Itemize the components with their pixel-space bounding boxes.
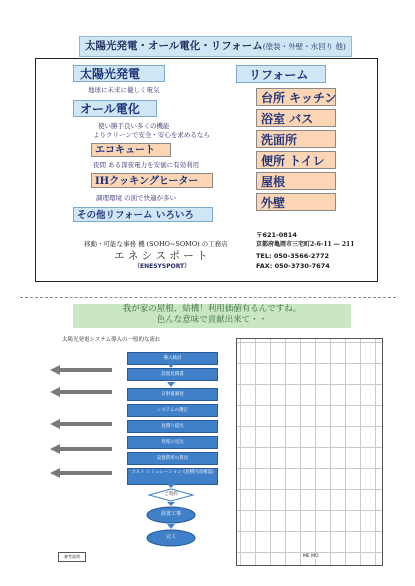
ecocute-label: エコキュート	[91, 143, 171, 157]
reform-item-roof: 屋根	[256, 172, 336, 190]
down-arrow-icon	[167, 363, 175, 368]
title-banner	[79, 36, 352, 57]
company-name-en: （ENESYSPORT）	[134, 263, 191, 270]
solar-label: 太陽光発電	[73, 65, 165, 82]
flow-step-3: 日射量調査	[127, 388, 218, 401]
slogan-line-2: 色んな意味で貢献出来て・・	[156, 315, 268, 325]
down-arrow-icon	[167, 484, 175, 488]
all-electric-note-1: 使い勝手良い多くの機能	[98, 122, 170, 130]
company-tel: TEL: 050-3566-2772	[256, 252, 330, 260]
company-name: エ ネ シ ス ポ ー ト	[114, 250, 208, 262]
reform-label: リフォーム	[236, 65, 326, 83]
side-arrow-icon	[50, 444, 112, 454]
graph-sheet	[236, 338, 383, 566]
ecocute-note: 夜間 ある深夜電力を安価に有効利用	[93, 161, 200, 169]
all-electric-note-2: よりクリーンで安全・安心を求めるなら	[93, 131, 210, 139]
flow-step-5: 見積り提出	[127, 420, 218, 433]
flow-step-4: システムの選定	[127, 404, 218, 417]
flow-step-9: ご契約	[164, 492, 178, 497]
side-arrow-icon	[50, 365, 112, 375]
flow-title: 太陽光発電システム導入の一般的な流れ	[62, 337, 161, 343]
service-panel	[35, 58, 378, 282]
flow-step-11: 完工	[165, 534, 176, 540]
company-address: 京都府亀岡市三宅町2-6-11 ― 211	[256, 241, 355, 248]
flow-step-8: コスト シミュレーション (見積内容確認)	[127, 468, 218, 485]
side-arrow-icon	[50, 419, 112, 429]
sheet-label: ME MO	[303, 554, 319, 559]
title-sub: (塗装・外壁・水回り 他)	[262, 42, 346, 51]
flow-step-7: 設置費用の算出	[127, 452, 218, 465]
postal-code: 〒621-0814	[256, 231, 297, 239]
company-tagline: 移動・可能な事務 機 (SOHO~SOMO) の工務店	[84, 240, 228, 248]
down-arrow-icon	[167, 524, 175, 529]
down-arrow-icon	[167, 382, 175, 387]
legend-box: 参考説明	[58, 552, 86, 562]
company-fax: FAX: 050-3730-7674	[256, 262, 330, 270]
slogan-banner	[73, 304, 351, 328]
reform-item-exterior: 外壁	[256, 193, 336, 211]
all-electric-label: オール電化	[73, 100, 157, 117]
side-arrow-icon	[50, 387, 112, 397]
reform-item-bath: 浴室 バス	[256, 109, 336, 127]
slogan-line-1: 我が家の屋根、結構！利用価値有るんですね。	[122, 304, 302, 314]
title-main: 太陽光発電・オール電化・リフォーム	[84, 40, 263, 52]
flow-step-6: 発電の見込	[127, 436, 218, 449]
other-reform-label: その他リフォーム いろいろ	[73, 207, 213, 222]
reform-item-kitchen: 台所 キッチン	[256, 88, 336, 106]
flowchart	[50, 346, 230, 566]
flow-step-1: 導入検討	[127, 352, 218, 365]
flow-step-10: 設置工事	[160, 511, 181, 517]
ih-note: 調理環境 の面で快適が多い	[96, 194, 177, 202]
down-arrow-icon	[167, 502, 175, 506]
ih-label: IHクッキングヒーター	[91, 173, 213, 188]
dashed-separator	[20, 297, 396, 298]
side-arrow-icon	[50, 468, 112, 478]
reform-item-toilet: 便所 トイレ	[256, 151, 336, 169]
flow-step-2: 設置見積書	[127, 368, 218, 381]
solar-note: 地球に未来に優しく電気	[88, 86, 160, 94]
reform-item-washroom: 洗面所	[256, 130, 336, 148]
